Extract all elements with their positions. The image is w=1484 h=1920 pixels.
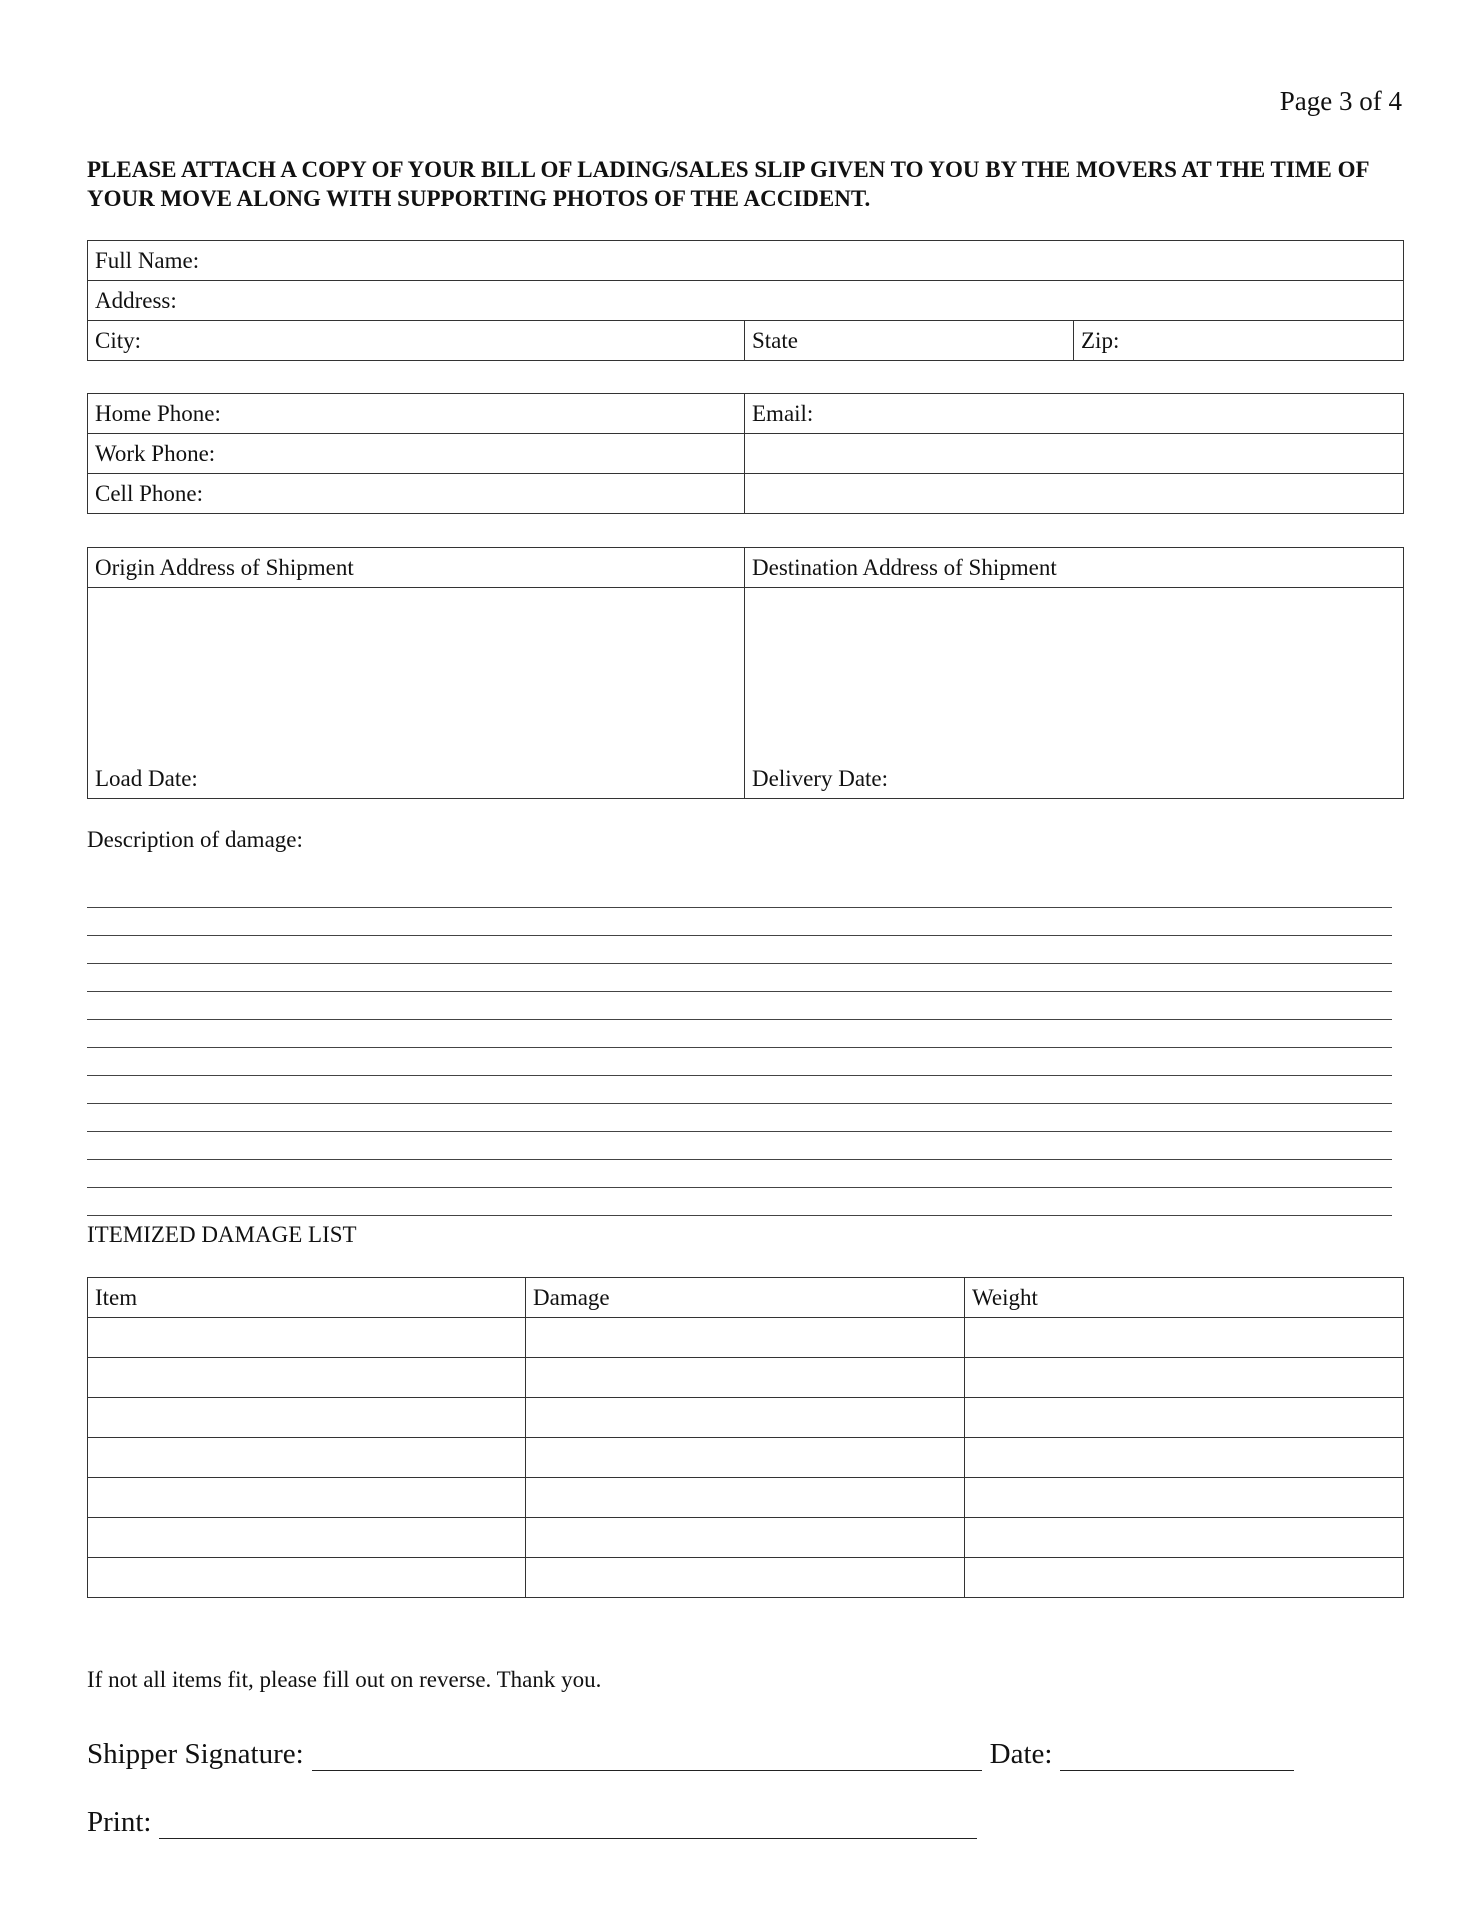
damage-cell[interactable] [526,1318,965,1358]
date-line[interactable] [1060,1738,1294,1771]
email-continuation-field[interactable] [745,434,1404,474]
email-field[interactable] [745,394,1404,434]
signature-row [87,1738,1294,1771]
damage-cell[interactable] [526,1518,965,1558]
item-cell[interactable] [88,1358,526,1398]
table-row [88,1438,1404,1478]
load-date-label: Load Date: [95,766,198,791]
weight-cell[interactable] [965,1558,1404,1598]
print-label: Print: [87,1806,152,1838]
damage-cell[interactable] [526,1358,965,1398]
description-line[interactable] [87,1160,1392,1188]
attachment-notice: PLEASE ATTACH A COPY OF YOUR BILL OF LADING/SALES SLIP GIVEN TO YOU BY THE MOVERS AT THE TIME OF YOUR MOVE ALONG WITH SUPPORTING PHOTOS OF THE ACCIDENT. [87,157,1369,211]
full-name-label: Full Name: [95,247,200,273]
description-line[interactable] [87,1020,1392,1048]
shipment-table [87,547,1404,799]
damage-table [87,1277,1404,1598]
description-label: Description of damage: [87,827,303,852]
damage-cell[interactable] [526,1478,965,1518]
table-row [88,1478,1404,1518]
zip-field[interactable] [1074,321,1404,361]
item-cell[interactable] [88,1318,526,1358]
description-line[interactable] [87,964,1392,992]
zip-label: Zip: [1081,327,1120,353]
table-row [88,1558,1404,1598]
full-name-field[interactable] [88,241,1404,281]
table-row [88,1398,1404,1438]
description-line[interactable] [87,880,1392,908]
phone-table [87,393,1404,514]
table-row [88,1518,1404,1558]
weight-cell[interactable] [965,1518,1404,1558]
column-header-damage: Damage [526,1278,965,1318]
print-row [87,1806,977,1839]
footnote: If not all items fit, please fill out on reverse. Thank you. [87,1667,602,1692]
print-line[interactable] [159,1806,977,1839]
shipper-signature-label: Shipper Signature: [87,1738,304,1770]
work-phone-label: Work Phone: [95,440,216,466]
page-number: Page 3 of 4 [1279,86,1402,116]
weight-cell[interactable] [965,1318,1404,1358]
item-cell[interactable] [88,1438,526,1478]
description-line[interactable] [87,1048,1392,1076]
description-line[interactable] [87,936,1392,964]
state-field[interactable] [745,321,1074,361]
weight-cell[interactable] [965,1398,1404,1438]
column-header-weight: Weight [965,1278,1404,1318]
city-field[interactable] [88,321,745,361]
item-cell[interactable] [88,1518,526,1558]
origin-header: Origin Address of Shipment [88,548,745,588]
description-lines[interactable] [87,880,1392,1216]
damage-cell[interactable] [526,1558,965,1598]
table-row [88,1358,1404,1398]
email-label: Email: [752,400,814,426]
description-line[interactable] [87,992,1392,1020]
item-cell[interactable] [88,1398,526,1438]
cell-phone-field[interactable] [88,474,745,514]
date-label: Date: [989,1738,1053,1770]
description-line[interactable] [87,1188,1392,1216]
item-cell[interactable] [88,1478,526,1518]
weight-cell[interactable] [965,1478,1404,1518]
address-label: Address: [95,287,177,313]
description-line[interactable] [87,1132,1392,1160]
email-continuation-field-2[interactable] [745,474,1404,514]
description-line[interactable] [87,1076,1392,1104]
damage-cell[interactable] [526,1398,965,1438]
weight-cell[interactable] [965,1358,1404,1398]
work-phone-field[interactable] [88,434,745,474]
itemized-title: ITEMIZED DAMAGE LIST [87,1222,357,1247]
state-label: State [752,327,798,353]
address-field[interactable] [88,281,1404,321]
table-row [88,1318,1404,1358]
origin-address-field[interactable] [88,588,745,799]
delivery-date-label: Delivery Date: [752,766,889,791]
cell-phone-label: Cell Phone: [95,480,203,506]
home-phone-field[interactable] [88,394,745,434]
contact-table [87,240,1404,361]
shipper-signature-line[interactable] [312,1738,982,1771]
column-header-item: Item [88,1278,526,1318]
description-line[interactable] [87,908,1392,936]
item-cell[interactable] [88,1558,526,1598]
description-line[interactable] [87,1104,1392,1132]
city-label: City: [95,327,142,353]
home-phone-label: Home Phone: [95,400,221,426]
weight-cell[interactable] [965,1438,1404,1478]
damage-cell[interactable] [526,1438,965,1478]
destination-address-field[interactable] [745,588,1404,799]
destination-header: Destination Address of Shipment [745,548,1404,588]
